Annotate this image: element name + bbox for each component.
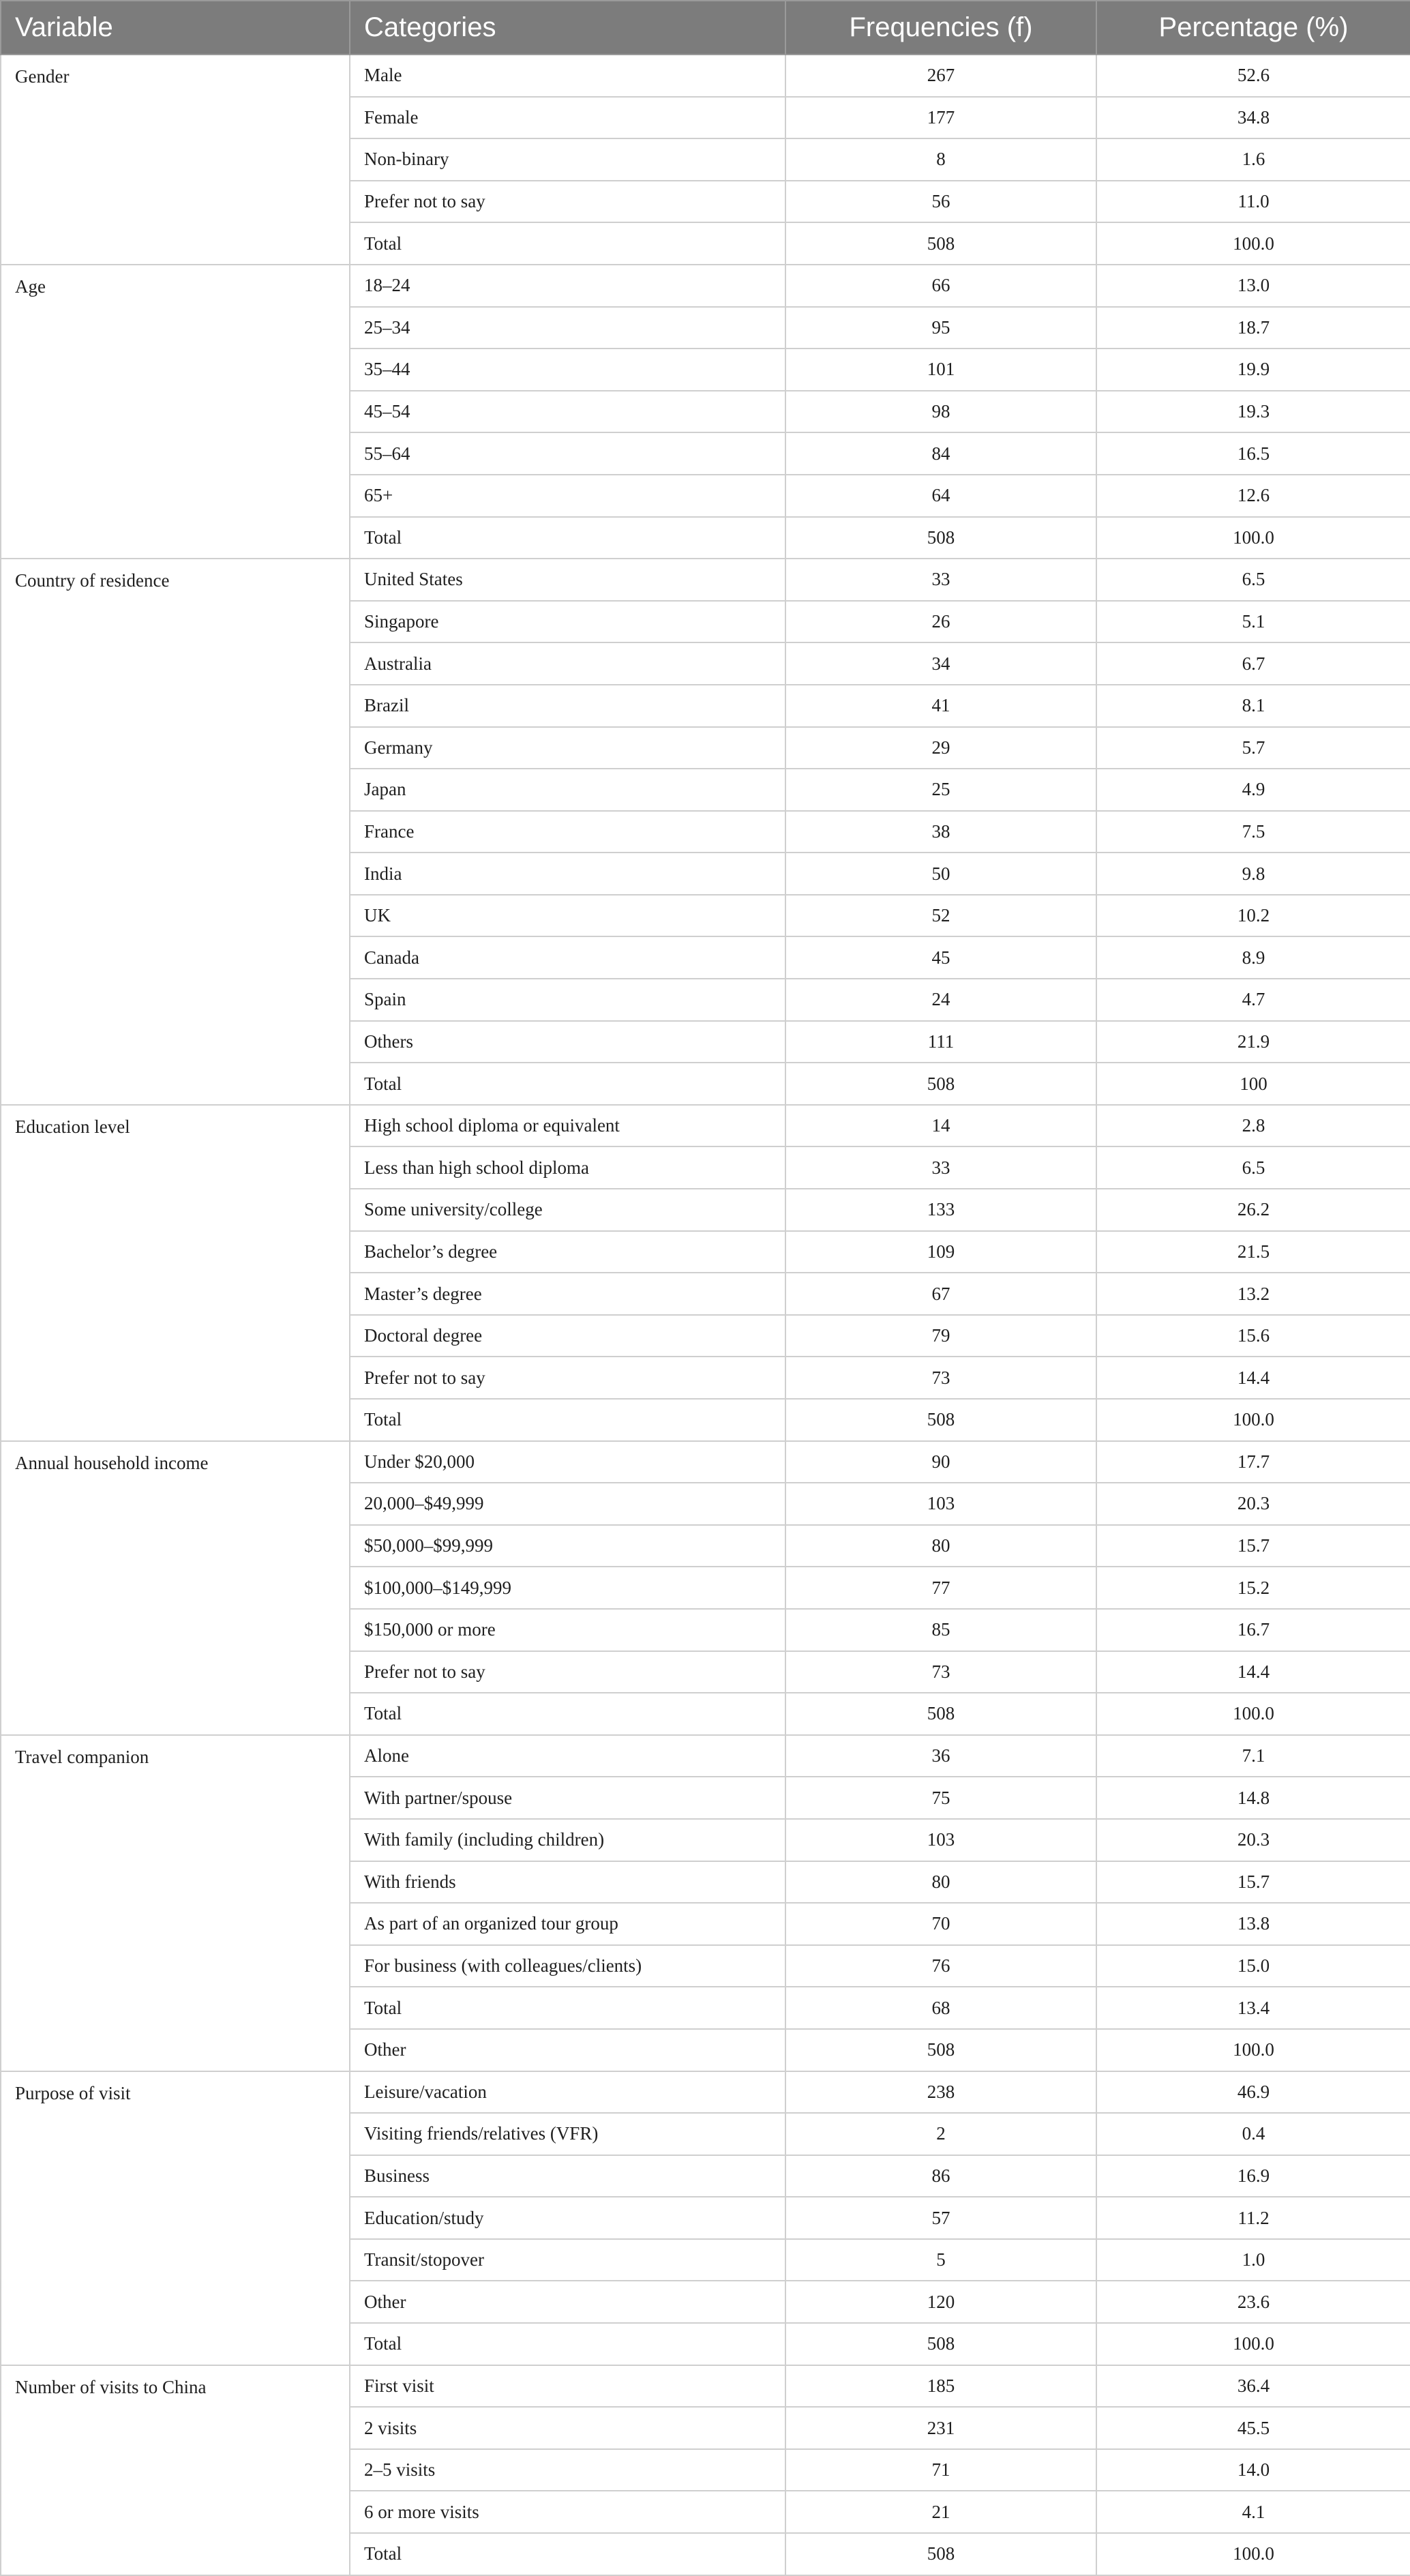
category-cell: Total [350, 517, 785, 559]
percentage-cell: 52.6 [1096, 55, 1410, 97]
frequency-cell: 67 [785, 1273, 1096, 1315]
percentage-cell: 45.5 [1096, 2407, 1410, 2449]
frequency-cell: 133 [785, 1189, 1096, 1231]
frequency-cell: 103 [785, 1483, 1096, 1525]
frequency-cell: 80 [785, 1861, 1096, 1904]
category-cell: 55–64 [350, 432, 785, 475]
percentage-cell: 100.0 [1096, 1693, 1410, 1735]
percentage-cell: 20.3 [1096, 1819, 1410, 1861]
percentage-cell: 13.4 [1096, 1987, 1410, 2029]
category-cell: United States [350, 559, 785, 601]
category-cell: 20,000–$49,999 [350, 1483, 785, 1525]
percentage-cell: 7.5 [1096, 811, 1410, 853]
category-cell: Education/study [350, 2197, 785, 2239]
frequency-cell: 95 [785, 307, 1096, 349]
percentage-cell: 23.6 [1096, 2281, 1410, 2323]
variable-cell: Country of residence [1, 559, 350, 1105]
percentage-cell: 14.4 [1096, 1651, 1410, 1693]
category-cell: Total [350, 1987, 785, 2029]
percentage-cell: 6.7 [1096, 642, 1410, 685]
percentage-cell: 6.5 [1096, 559, 1410, 601]
frequency-cell: 508 [785, 517, 1096, 559]
frequency-cell: 238 [785, 2071, 1096, 2114]
frequency-cell: 45 [785, 936, 1096, 979]
table-row [1, 2365, 1410, 2408]
percentage-cell: 11.2 [1096, 2197, 1410, 2239]
frequency-cell: 66 [785, 265, 1096, 307]
percentage-cell: 4.9 [1096, 769, 1410, 811]
percentage-cell: 15.7 [1096, 1525, 1410, 1567]
percentage-cell: 13.2 [1096, 1273, 1410, 1315]
frequency-cell: 33 [785, 559, 1096, 601]
variable-cell: Age [1, 265, 350, 559]
header-percentage: Percentage (%) [1096, 1, 1410, 55]
category-cell: As part of an organized tour group [350, 1903, 785, 1945]
frequency-cell: 231 [785, 2407, 1096, 2449]
frequency-cell: 38 [785, 811, 1096, 853]
percentage-cell: 100.0 [1096, 1399, 1410, 1441]
variable-cell: Purpose of visit [1, 2071, 350, 2365]
percentage-cell: 15.0 [1096, 1945, 1410, 1987]
category-cell: Brazil [350, 685, 785, 727]
category-cell: Germany [350, 727, 785, 769]
category-cell: With family (including children) [350, 1819, 785, 1861]
percentage-cell: 100.0 [1096, 2029, 1410, 2071]
frequency-cell: 267 [785, 55, 1096, 97]
frequency-cell: 101 [785, 349, 1096, 391]
percentage-cell: 14.4 [1096, 1357, 1410, 1399]
percentage-cell: 2.8 [1096, 1105, 1410, 1147]
category-cell: Japan [350, 769, 785, 811]
percentage-cell: 16.9 [1096, 2155, 1410, 2197]
category-cell: Less than high school diploma [350, 1146, 785, 1189]
category-cell: India [350, 853, 785, 895]
percentage-cell: 100 [1096, 1063, 1410, 1105]
percentage-cell: 15.6 [1096, 1315, 1410, 1357]
percentage-cell: 12.6 [1096, 475, 1410, 517]
frequency-cell: 8 [785, 138, 1096, 181]
category-cell: Non-binary [350, 138, 785, 181]
percentage-cell: 46.9 [1096, 2071, 1410, 2114]
category-cell: Visiting friends/relatives (VFR) [350, 2113, 785, 2155]
category-cell: Business [350, 2155, 785, 2197]
percentage-cell: 19.3 [1096, 391, 1410, 433]
percentage-cell: 100.0 [1096, 2533, 1410, 2575]
category-cell: UK [350, 895, 785, 937]
frequency-cell: 26 [785, 601, 1096, 643]
category-cell: Total [350, 222, 785, 265]
category-cell: High school diploma or equivalent [350, 1105, 785, 1147]
category-cell: Canada [350, 936, 785, 979]
frequency-cell: 76 [785, 1945, 1096, 1987]
variable-cell: Education level [1, 1105, 350, 1441]
frequency-cell: 508 [785, 1399, 1096, 1441]
percentage-cell: 8.1 [1096, 685, 1410, 727]
frequency-cell: 71 [785, 2449, 1096, 2491]
frequency-cell: 24 [785, 979, 1096, 1021]
percentage-cell: 26.2 [1096, 1189, 1410, 1231]
frequency-cell: 29 [785, 727, 1096, 769]
category-cell: With partner/spouse [350, 1777, 785, 1819]
category-cell: With friends [350, 1861, 785, 1904]
frequency-cell: 41 [785, 685, 1096, 727]
category-cell: 45–54 [350, 391, 785, 433]
category-cell: 2 visits [350, 2407, 785, 2449]
frequency-cell: 75 [785, 1777, 1096, 1819]
category-cell: 65+ [350, 475, 785, 517]
category-cell: Total [350, 1399, 785, 1441]
frequency-cell: 36 [785, 1735, 1096, 1777]
percentage-cell: 6.5 [1096, 1146, 1410, 1189]
frequency-cell: 68 [785, 1987, 1096, 2029]
frequency-cell: 185 [785, 2365, 1096, 2408]
frequency-cell: 84 [785, 432, 1096, 475]
category-cell: Bachelor’s degree [350, 1231, 785, 1273]
category-cell: Prefer not to say [350, 1651, 785, 1693]
category-cell: Australia [350, 642, 785, 685]
percentage-cell: 15.7 [1096, 1861, 1410, 1904]
percentage-cell: 21.5 [1096, 1231, 1410, 1273]
frequency-cell: 25 [785, 769, 1096, 811]
category-cell: Other [350, 2281, 785, 2323]
frequency-cell: 508 [785, 222, 1096, 265]
percentage-cell: 9.8 [1096, 853, 1410, 895]
category-cell: Male [350, 55, 785, 97]
frequency-cell: 57 [785, 2197, 1096, 2239]
frequency-cell: 98 [785, 391, 1096, 433]
frequency-cell: 120 [785, 2281, 1096, 2323]
frequency-cell: 14 [785, 1105, 1096, 1147]
category-cell: 18–24 [350, 265, 785, 307]
category-cell: Spain [350, 979, 785, 1021]
percentage-cell: 7.1 [1096, 1735, 1410, 1777]
percentage-cell: 36.4 [1096, 2365, 1410, 2408]
percentage-cell: 13.8 [1096, 1903, 1410, 1945]
frequency-cell: 5 [785, 2239, 1096, 2281]
frequency-cell: 52 [785, 895, 1096, 937]
frequency-cell: 103 [785, 1819, 1096, 1861]
percentage-cell: 4.7 [1096, 979, 1410, 1021]
percentage-cell: 4.1 [1096, 2491, 1410, 2533]
header-row [1, 1, 1410, 55]
frequency-cell: 33 [785, 1146, 1096, 1189]
percentage-cell: 20.3 [1096, 1483, 1410, 1525]
frequency-cell: 73 [785, 1651, 1096, 1693]
frequency-cell: 73 [785, 1357, 1096, 1399]
percentage-cell: 8.9 [1096, 936, 1410, 979]
category-cell: Total [350, 1693, 785, 1735]
category-cell: 6 or more visits [350, 2491, 785, 2533]
category-cell: France [350, 811, 785, 853]
frequency-cell: 70 [785, 1903, 1096, 1945]
frequency-cell: 109 [785, 1231, 1096, 1273]
category-cell: Some university/college [350, 1189, 785, 1231]
frequency-cell: 64 [785, 475, 1096, 517]
percentage-cell: 16.5 [1096, 432, 1410, 475]
category-cell: Prefer not to say [350, 1357, 785, 1399]
table-row [1, 265, 1410, 307]
frequency-cell: 111 [785, 1021, 1096, 1063]
percentage-cell: 14.0 [1096, 2449, 1410, 2491]
frequency-cell: 508 [785, 1693, 1096, 1735]
category-cell: Others [350, 1021, 785, 1063]
category-cell: Singapore [350, 601, 785, 643]
percentage-cell: 100.0 [1096, 222, 1410, 265]
category-cell: Master’s degree [350, 1273, 785, 1315]
percentage-cell: 21.9 [1096, 1021, 1410, 1063]
category-cell: Leisure/vacation [350, 2071, 785, 2114]
header-frequencies: Frequencies (f) [785, 1, 1096, 55]
category-cell: Transit/stopover [350, 2239, 785, 2281]
frequency-cell: 86 [785, 2155, 1096, 2197]
percentage-cell: 18.7 [1096, 307, 1410, 349]
percentage-cell: 100.0 [1096, 2323, 1410, 2365]
frequency-cell: 79 [785, 1315, 1096, 1357]
category-cell: Female [350, 97, 785, 139]
frequency-cell: 56 [785, 181, 1096, 223]
frequency-cell: 508 [785, 2029, 1096, 2071]
percentage-cell: 0.4 [1096, 2113, 1410, 2155]
variable-cell: Travel companion [1, 1735, 350, 2071]
frequency-cell: 508 [785, 2533, 1096, 2575]
frequency-cell: 50 [785, 853, 1096, 895]
frequency-cell: 508 [785, 1063, 1096, 1105]
table-row [1, 1105, 1410, 1147]
frequency-cell: 85 [785, 1609, 1096, 1651]
table-row [1, 55, 1410, 97]
percentage-cell: 5.7 [1096, 727, 1410, 769]
percentage-cell: 11.0 [1096, 181, 1410, 223]
frequency-cell: 2 [785, 2113, 1096, 2155]
category-cell: Total [350, 2323, 785, 2365]
percentage-cell: 16.7 [1096, 1609, 1410, 1651]
category-cell: $100,000–$149,999 [350, 1567, 785, 1609]
category-cell: Prefer not to say [350, 181, 785, 223]
frequency-cell: 80 [785, 1525, 1096, 1567]
category-cell: Total [350, 2533, 785, 2575]
table-row [1, 1441, 1410, 1483]
variable-cell: Annual household income [1, 1441, 350, 1735]
table-row [1, 559, 1410, 601]
percentage-cell: 34.8 [1096, 97, 1410, 139]
category-cell: $150,000 or more [350, 1609, 785, 1651]
category-cell: Under $20,000 [350, 1441, 785, 1483]
variable-cell: Number of visits to China [1, 2365, 350, 2575]
frequency-cell: 34 [785, 642, 1096, 685]
percentage-cell: 19.9 [1096, 349, 1410, 391]
category-cell: 2–5 visits [350, 2449, 785, 2491]
percentage-cell: 1.0 [1096, 2239, 1410, 2281]
variable-cell: Gender [1, 55, 350, 265]
percentage-cell: 17.7 [1096, 1441, 1410, 1483]
frequency-cell: 90 [785, 1441, 1096, 1483]
table-row [1, 2071, 1410, 2114]
percentage-cell: 15.2 [1096, 1567, 1410, 1609]
frequency-cell: 21 [785, 2491, 1096, 2533]
category-cell: Alone [350, 1735, 785, 1777]
table-row [1, 1735, 1410, 1777]
header-variable: Variable [1, 1, 350, 55]
category-cell: For business (with colleagues/clients) [350, 1945, 785, 1987]
frequency-cell: 77 [785, 1567, 1096, 1609]
percentage-cell: 14.8 [1096, 1777, 1410, 1819]
percentage-cell: 5.1 [1096, 601, 1410, 643]
category-cell: 25–34 [350, 307, 785, 349]
category-cell: Other [350, 2029, 785, 2071]
category-cell: Total [350, 1063, 785, 1105]
frequency-cell: 177 [785, 97, 1096, 139]
frequency-cell: 508 [785, 2323, 1096, 2365]
percentage-cell: 1.6 [1096, 138, 1410, 181]
header-categories: Categories [350, 1, 785, 55]
category-cell: 35–44 [350, 349, 785, 391]
category-cell: $50,000–$99,999 [350, 1525, 785, 1567]
percentage-cell: 13.0 [1096, 265, 1410, 307]
percentage-cell: 10.2 [1096, 895, 1410, 937]
category-cell: First visit [350, 2365, 785, 2408]
percentage-cell: 100.0 [1096, 517, 1410, 559]
table-body [1, 55, 1410, 2575]
category-cell: Doctoral degree [350, 1315, 785, 1357]
